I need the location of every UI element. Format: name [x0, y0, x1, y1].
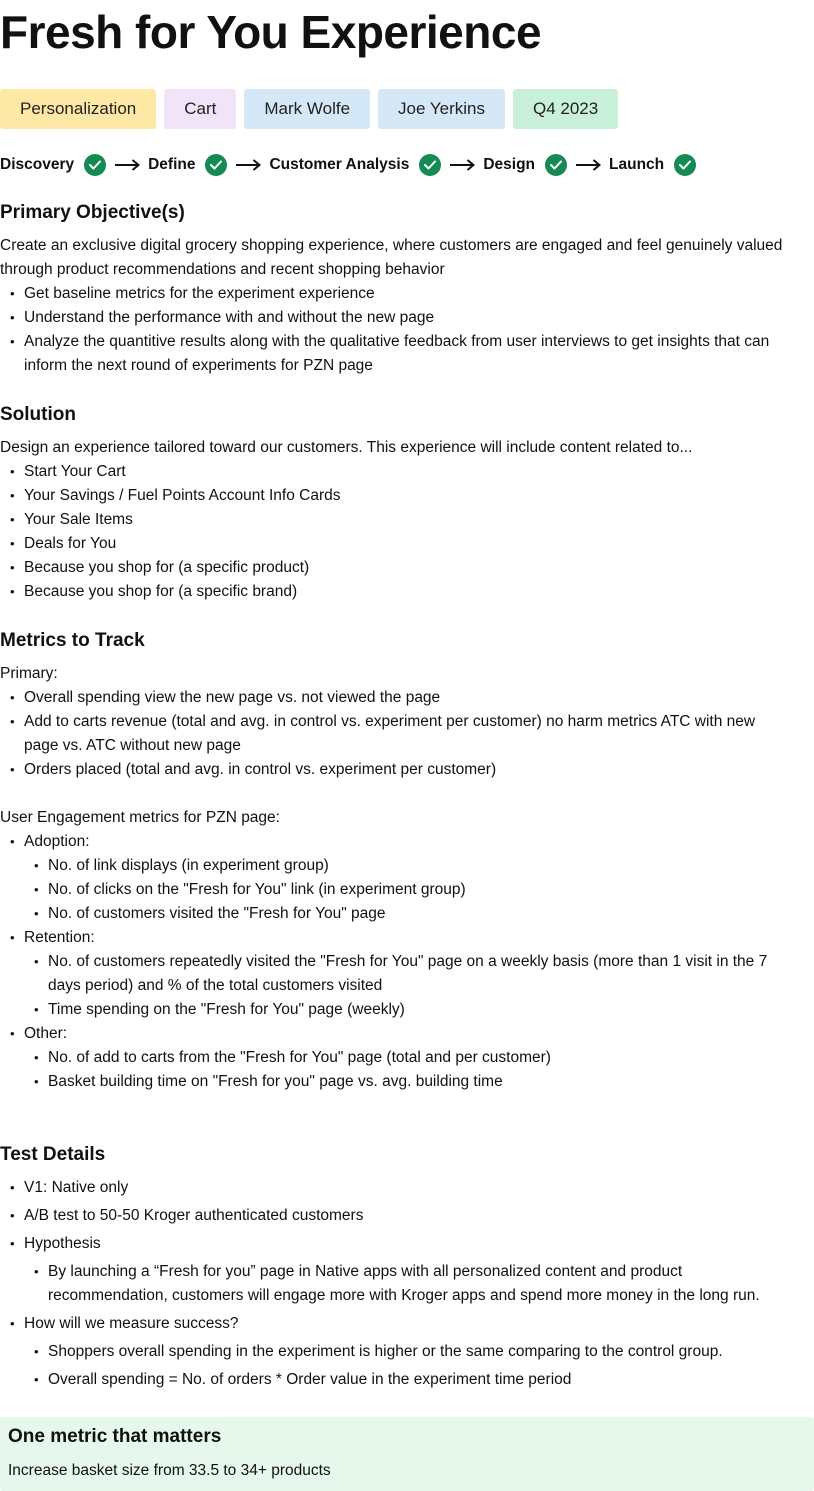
- objectives-intro: through product recommendations and recent shopping behavior: [0, 261, 445, 278]
- phase-progress: [0, 153, 696, 177]
- phase-label: Customer Analysis: [269, 156, 410, 173]
- list-item: • Overall spending view the new page vs. not viewed the page: [24, 686, 440, 710]
- nested-list-item: • No. of add to carts from the "Fresh for You" page (total and per customer): [48, 1046, 551, 1070]
- list-item-continuation: recommendation, customers will engage more with Kroger apps and spend more money in the long run.: [48, 1287, 760, 1304]
- list-item: • Adoption:: [24, 830, 90, 854]
- check-circle-icon: [205, 154, 227, 176]
- list-item: • Because you shop for (a specific brand): [24, 580, 297, 604]
- objectives-intro: Create an exclusive digital grocery shopping experience, where customers are engaged and feel genuinely valued: [0, 237, 783, 254]
- list-item: • Because you shop for (a specific product): [24, 556, 309, 580]
- list-item: • Orders placed (total and avg. in control vs. experiment per customer): [24, 758, 496, 782]
- phase-label: Discovery: [0, 156, 75, 173]
- list-item: • Add to carts revenue (total and avg. in control vs. experiment per customer) no harm metrics ATC with new: [24, 710, 755, 734]
- nested-list-item: • No. of link displays (in experiment group): [48, 854, 329, 878]
- nested-list-item: • No. of clicks on the "Fresh for You" link (in experiment group): [48, 878, 466, 902]
- section-heading-solution: Solution: [0, 404, 76, 425]
- tag-owner-mark-wolfe[interactable]: Mark Wolfe: [244, 89, 370, 129]
- list-item: • Get baseline metrics for the experiment experience: [24, 282, 375, 306]
- page-title: Fresh for You Experience: [0, 6, 542, 58]
- phase-define: [148, 154, 227, 176]
- check-circle-icon: [545, 154, 567, 176]
- solution-intro: Design an experience tailored toward our customers. This experience will include content related to...: [0, 439, 693, 456]
- nested-list-item: • Shoppers overall spending in the experiment is higher or the same comparing to the control group.: [48, 1340, 723, 1364]
- phase-label: Define: [148, 156, 196, 173]
- nested-list-item: • By launching a “Fresh for you” page in Native apps with all personalized content and product: [48, 1260, 682, 1284]
- nested-list-item: • Basket building time on "Fresh for you" page vs. avg. building time: [48, 1070, 503, 1094]
- check-circle-icon: [84, 154, 106, 176]
- nested-list-item: • No. of customers visited the "Fresh for You" page: [48, 902, 386, 926]
- list-item: • How will we measure success?: [24, 1312, 239, 1336]
- phase-design: [483, 154, 567, 176]
- phase-launch: [609, 154, 696, 176]
- callout-text: Increase basket size from 33.5 to 34+ products: [8, 1462, 331, 1479]
- list-item: • Deals for You: [24, 532, 116, 556]
- tag-timeframe[interactable]: Q4 2023: [513, 89, 618, 129]
- list-item: • Analyze the quantitive results along with the qualitative feedback from user interviews to get insights that can: [24, 330, 769, 354]
- list-item: • Other:: [24, 1022, 67, 1046]
- list-item: • Your Savings / Fuel Points Account Info Cards: [24, 484, 341, 508]
- tag-list: [0, 89, 618, 129]
- callout-heading: One metric that matters: [8, 1426, 222, 1447]
- tag-personalization[interactable]: Personalization: [0, 89, 156, 129]
- section-heading-test-details: Test Details: [0, 1144, 106, 1165]
- tag-owner-joe-yerkins[interactable]: Joe Yerkins: [378, 89, 505, 129]
- tag-cart[interactable]: Cart: [164, 89, 236, 129]
- arrow-right-icon: [450, 159, 475, 171]
- section-heading-objectives: Primary Objective(s): [0, 202, 185, 223]
- section-heading-metrics: Metrics to Track: [0, 630, 145, 651]
- list-item: • Your Sale Items: [24, 508, 133, 532]
- arrow-right-icon: [236, 159, 261, 171]
- check-circle-icon: [419, 154, 441, 176]
- list-item: • A/B test to 50-50 Kroger authenticated customers: [24, 1204, 363, 1228]
- metrics-engagement-label: User Engagement metrics for PZN page:: [0, 809, 280, 826]
- list-item-continuation: page vs. ATC without new page: [24, 737, 241, 754]
- list-item: • Retention:: [24, 926, 95, 950]
- check-circle-icon: [674, 154, 696, 176]
- callout-one-metric: [0, 1417, 814, 1491]
- list-item: • V1: Native only: [24, 1176, 128, 1200]
- phase-label: Launch: [609, 156, 665, 173]
- phase-customer-analysis: [269, 154, 441, 176]
- metrics-primary-label: Primary:: [0, 665, 58, 682]
- list-item-continuation: inform the next round of experiments for PZN page: [24, 357, 373, 374]
- phase-label: Design: [483, 156, 536, 173]
- list-item: • Start Your Cart: [24, 460, 126, 484]
- phase-discovery: [0, 154, 106, 176]
- list-item: • Hypothesis: [24, 1232, 101, 1256]
- arrow-right-icon: [576, 159, 601, 171]
- nested-list-item: • Overall spending = No. of orders * Order value in the experiment time period: [48, 1368, 571, 1392]
- nested-list-item: • Time spending on the "Fresh for You" page (weekly): [48, 998, 405, 1022]
- list-item-continuation: days period) and % of the total customers visited: [48, 977, 383, 994]
- nested-list-item: • No. of customers repeatedly visited the "Fresh for You" page on a weekly basis (more than 1 visit in the 7: [48, 950, 767, 974]
- arrow-right-icon: [115, 159, 140, 171]
- list-item: • Understand the performance with and without the new page: [24, 306, 434, 330]
